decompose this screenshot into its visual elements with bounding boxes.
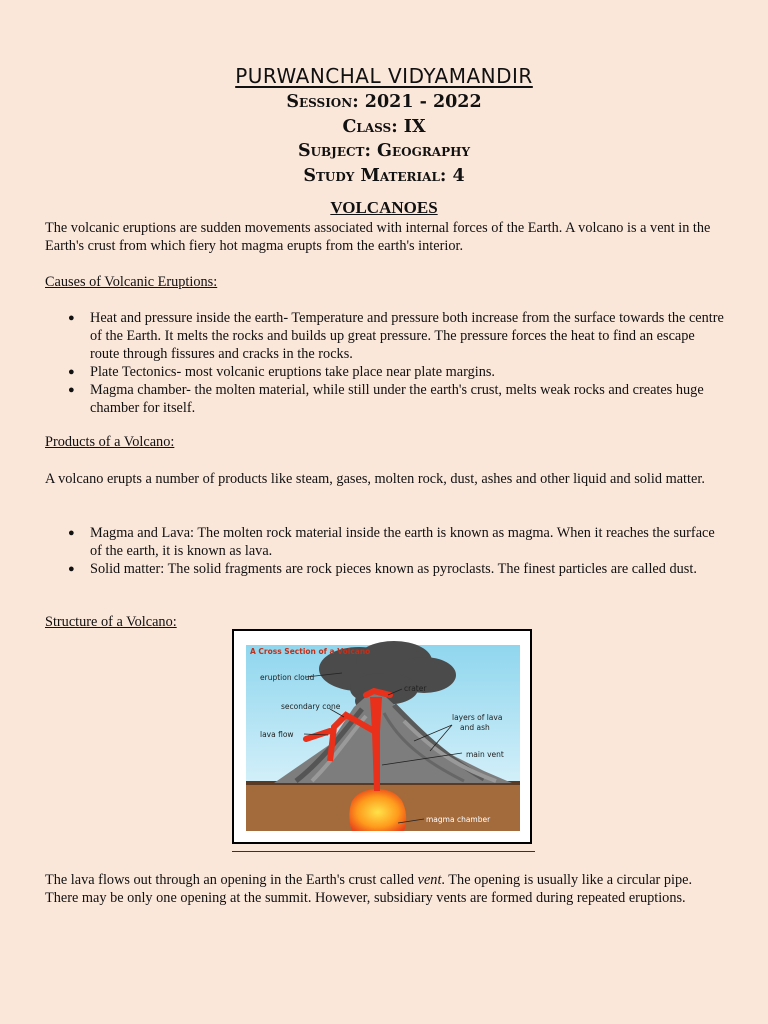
figure-underline <box>232 851 535 852</box>
list-item: ● Magma chamber- the molten material, while still under the earth's crust, melts weak rocks and creates huge chamber for itself. <box>45 381 725 417</box>
label-eruption-cloud: eruption cloud <box>260 673 315 682</box>
products-heading-block <box>45 433 725 451</box>
products-heading: Products of a Volcano: <box>45 434 175 450</box>
vent-block <box>45 871 725 907</box>
products-intro-block <box>45 470 725 488</box>
list-item: ● Solid matter: The solid fragments are rock pieces known as pyroclasts. The finest particles are called dust. <box>45 560 725 578</box>
label-layers-2: and ash <box>460 723 490 732</box>
label-layers-1: layers of lava <box>452 713 503 722</box>
label-secondary-cone: secondary cone <box>281 702 341 711</box>
diagram-title: A Cross Section of a Volcano <box>250 647 371 656</box>
session-line: Session: 2021 - 2022 <box>286 92 482 112</box>
list-item: ● Heat and pressure inside the earth- Temperature and pressure both increase from the surface towards the centre of the Earth. It melts the rocks and builds up great pressure. The pressure forces the heat to find an escape route through fissures and cracks in the rocks. <box>45 309 725 363</box>
vent-paragraph <box>45 871 725 907</box>
volcano-diagram <box>232 629 532 844</box>
products-list-block <box>45 524 725 578</box>
vent-text-end: . The opening is usually like a circular pipe. There may be only one opening at the summit. However, subsidiary vents are formed during repeated eruptions. <box>45 872 693 906</box>
causes-section <box>45 273 725 291</box>
vent-text-start: The lava flows out through an opening in the Earth's crust called <box>45 872 418 888</box>
list-item: ● Magma and Lava: The molten rock material inside the earth is known as magma. When it reaches the surface of the earth, it is known as lava. <box>45 524 725 560</box>
label-lava-flow: lava flow <box>260 730 294 739</box>
document-header <box>0 64 768 188</box>
intro-block <box>45 219 725 255</box>
school-name: PURWANCHAL VIDYAMANDIR <box>235 64 533 88</box>
causes-heading: Causes of Volcanic Eruptions: <box>45 274 218 290</box>
material-line: Study Material: 4 <box>303 165 465 186</box>
intro-paragraph: The volcanic eruptions are sudden movements associated with internal forces of the Earth. A volcano is a vent in the Earth's crust from which fiery hot magma erupts from the earth's interior. <box>45 220 711 254</box>
label-main-vent: main vent <box>466 750 504 759</box>
label-magma-chamber: magma chamber <box>426 815 491 824</box>
class-line: Class: IX <box>342 116 426 137</box>
subject-line: Subject: Geography <box>297 141 471 161</box>
vent-term: vent <box>417 872 442 888</box>
label-crater: crater <box>404 684 427 693</box>
products-intro: A volcano erupts a number of products like steam, gases, molten rock, dust, ashes and other liquid and solid matter. <box>45 471 705 487</box>
page-title: VOLCANOES <box>330 198 438 217</box>
causes-list-block <box>45 309 725 417</box>
products-list <box>45 524 725 578</box>
list-item: ● Plate Tectonics- most volcanic eruptions take place near plate margins. <box>45 363 725 381</box>
structure-heading: Structure of a Volcano: <box>45 614 177 630</box>
causes-list <box>45 309 725 417</box>
